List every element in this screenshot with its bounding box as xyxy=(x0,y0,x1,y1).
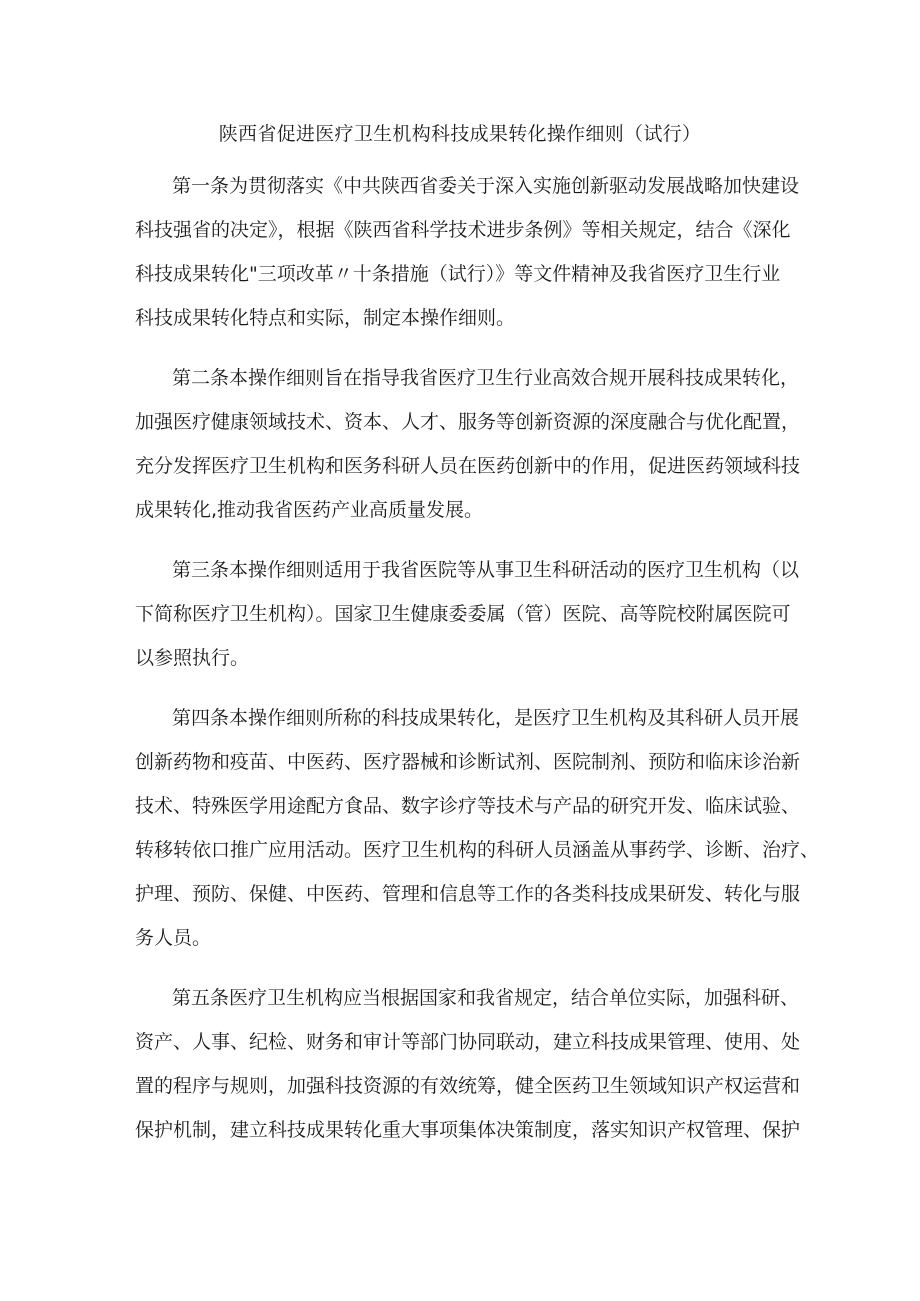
article-5-line-2: 资产、人事、纪检、财务和审计等部门协同联动，建立科技成果管理、使用、处 xyxy=(135,1031,801,1053)
article-1-line-4: 科技成果转化特点和实际，制定本操作细则。 xyxy=(135,307,516,329)
article-3-line-3: 以参照执行。 xyxy=(135,647,250,669)
article-4-line-5: 护理、预防、保健、中医药、管理和信息等工作的各类科技成果研发、转化与服 xyxy=(135,883,801,905)
article-2-line-4: 成果转化,推动我省医药产业高质量发展。 xyxy=(135,499,484,521)
article-3-line-1: 第三条本操作细则适用于我省医院等从事卫生科研活动的医疗卫生机构（以 xyxy=(172,559,800,581)
article-4-line-6: 务人员。 xyxy=(135,927,212,949)
article-5-line-4: 保护机制，建立科技成果转化重大事项集体决策制度，落实知识产权管理、保护 xyxy=(135,1119,801,1141)
article-5-line-1: 第五条医疗卫生机构应当根据国家和我省规定，结合单位实际，加强科研、 xyxy=(172,987,800,1009)
article-4-line-3: 技术、特殊医学用途配方食品、数字诊疗等技术与产品的研究开发、临床试验、 xyxy=(135,795,801,817)
article-1-line-3: 科技成果转化"三项改革〃十条措施（试行）》等文件精神及我省医疗卫生行业 xyxy=(135,263,781,285)
article-1-line-2: 科技强省的决定》，根据《陕西省科学技术进步条例》等相关规定，结合《深化 xyxy=(135,219,791,241)
article-2-line-2: 加强医疗健康领域技术、资本、人才、服务等创新资源的深度融合与优化配置， xyxy=(135,411,801,433)
article-2-line-3: 充分发挥医疗卫生机构和医务科研人员在医药创新中的作用，促进医药领域科技 xyxy=(135,455,801,477)
article-4-line-1: 第四条本操作细则所称的科技成果转化，是医疗卫生机构及其科研人员开展 xyxy=(172,707,800,729)
article-3-line-2: 下简称医疗卫生机构）。国家卫生健康委委属（管）医院、高等院校附属医院可 xyxy=(135,603,791,625)
article-4-line-2: 创新药物和疫苗、中医药、医疗器械和诊断试剂、医院制剂、预防和临床诊治新 xyxy=(135,751,801,773)
article-1-line-1: 第一条为贯彻落实《中共陕西省委关于深入实施创新驱动发展战略加快建设 xyxy=(172,175,800,197)
article-5-line-3: 置的程序与规则，加强科技资源的有效统筹，健全医药卫生领域知识产权运营和 xyxy=(135,1075,801,1097)
document-title: 陕西省促进医疗卫生机构科技成果转化操作细则（试行） xyxy=(218,123,702,145)
article-2-line-1: 第二条本操作细则旨在指导我省医疗卫生行业高效合规开展科技成果转化， xyxy=(172,367,800,389)
article-4-line-4: 转移转依口推广应用活动。医疗卫生机构的科研人员涵盖从事药学、诊断、治疗、 xyxy=(135,839,820,861)
